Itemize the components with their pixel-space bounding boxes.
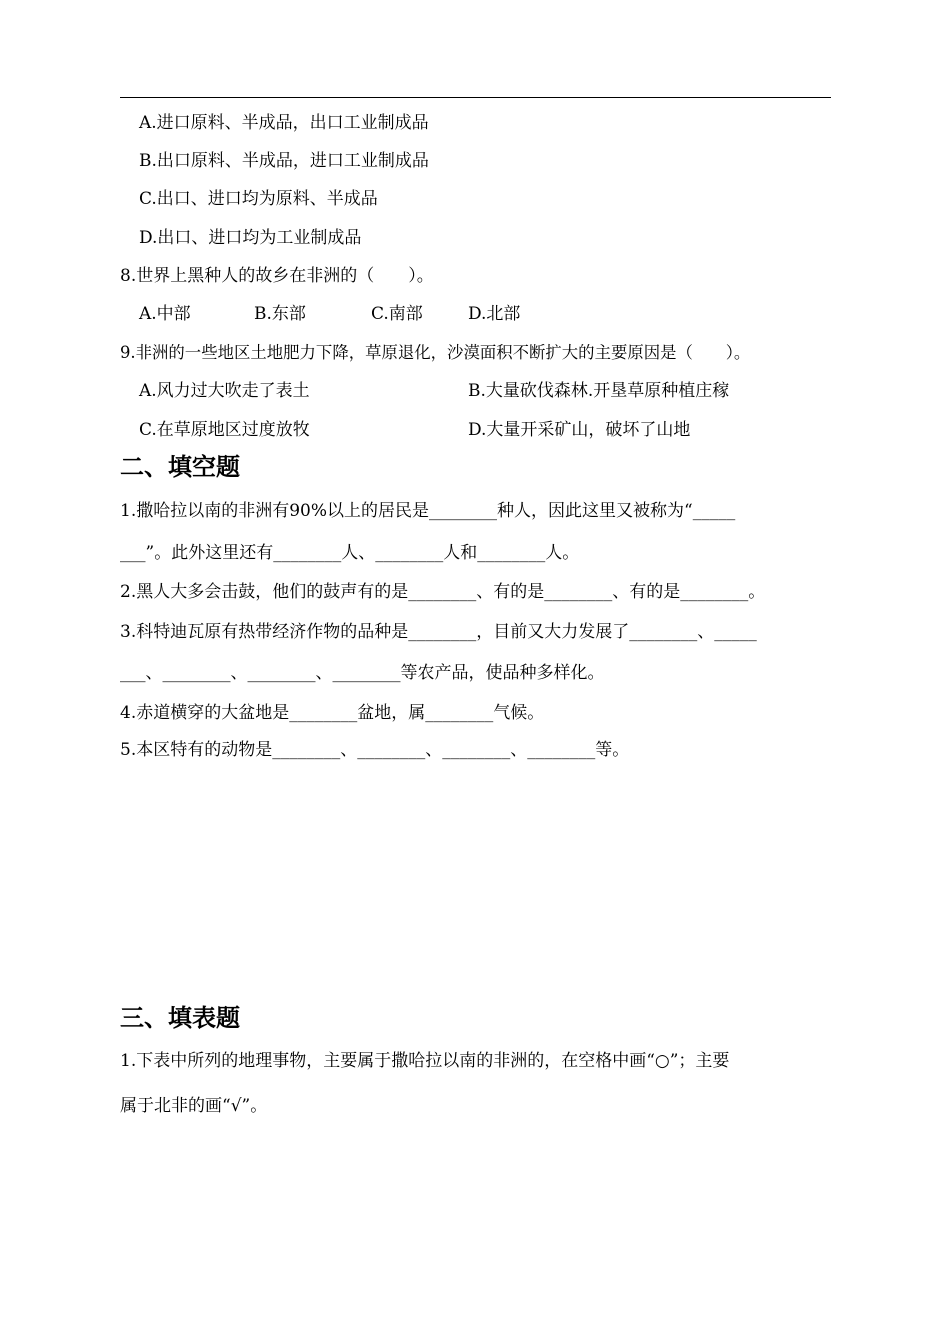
header-rule bbox=[120, 97, 831, 98]
q7-option-c: C.出口、进口均为原料、半成品 bbox=[139, 189, 378, 209]
q8-option-b: B.东部 bbox=[254, 304, 306, 324]
table-instruction-line-2: 属于北非的画“√”。 bbox=[120, 1096, 268, 1116]
q8-option-a: A.中部 bbox=[139, 304, 191, 324]
q7-option-b: B.出口原料、半成品，进口工业制成品 bbox=[139, 151, 429, 171]
q7-option-d: D.出口、进口均为工业制成品 bbox=[139, 228, 362, 248]
fill-line-3: 2.黑人大多会击鼓，他们的鼓声有的是________、有的是________、有的是________。 bbox=[120, 582, 766, 602]
fill-line-1: 1.撒哈拉以南的非洲有90%以上的居民是________种人，因此这里又被称为“_____ bbox=[120, 501, 736, 521]
section2-heading: 二、填空题 bbox=[120, 453, 240, 481]
q9-option-d: D.大量开采矿山，破坏了山地 bbox=[468, 420, 691, 440]
table-instruction-line-1: 1.下表中所列的地理事物，主要属于撒哈拉以南的非洲的，在空格中画“○”；主要 bbox=[120, 1051, 730, 1071]
fill-line-7: 5.本区特有的动物是________、________、________、________等。 bbox=[120, 740, 630, 760]
q7-option-a: A.进口原料、半成品，出口工业制成品 bbox=[139, 113, 429, 133]
q8-stem: 8.世界上黑种人的故乡在非洲的（ ）。 bbox=[120, 266, 434, 286]
fill-line-2: ___”。此外这里还有________人、________人和________人。 bbox=[120, 543, 580, 563]
q9-option-c: C.在草原地区过度放牧 bbox=[139, 420, 310, 440]
q8-option-c: C.南部 bbox=[371, 304, 423, 324]
q9-option-b: B.大量砍伐森林.开垦草原种植庄稼 bbox=[468, 381, 730, 401]
q9-stem: 9.非洲的一些地区土地肥力下降，草原退化，沙漠面积不断扩大的主要原因是（ ）。 bbox=[120, 343, 751, 362]
fill-line-6: 4.赤道横穿的大盆地是________盆地，属________气候。 bbox=[120, 703, 545, 723]
q9-option-a: A.风力过大吹走了表土 bbox=[139, 381, 310, 401]
fill-line-4: 3.科特迪瓦原有热带经济作物的品种是________，目前又大力发展了________、_____ bbox=[120, 622, 757, 642]
fill-line-5: ___、________、________、________等农产品，使品种多样化。 bbox=[120, 663, 605, 683]
q8-option-d: D.北部 bbox=[468, 304, 521, 324]
section3-heading: 三、填表题 bbox=[120, 1004, 240, 1032]
